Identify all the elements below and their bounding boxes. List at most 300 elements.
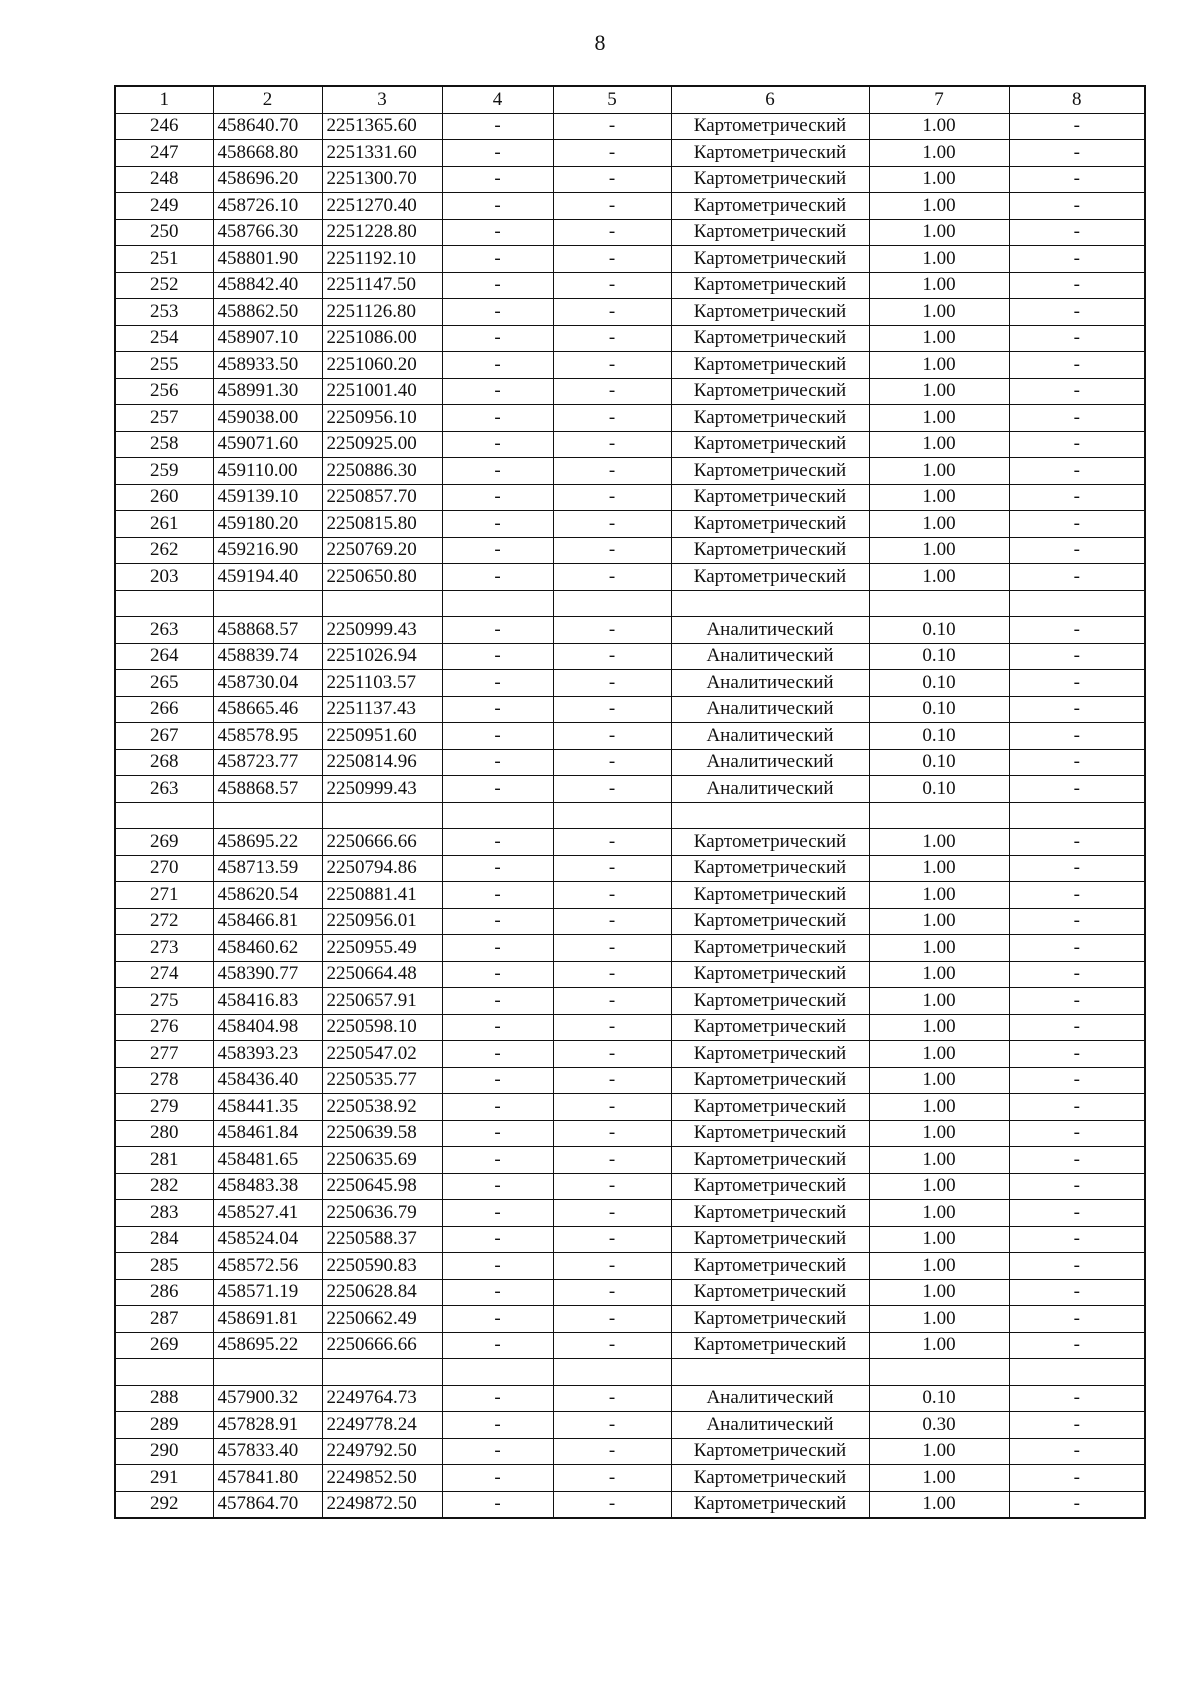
cell-y-coordinate: 2250814.96 <box>322 749 442 776</box>
cell-point-number: 262 <box>115 537 213 564</box>
cell-x-coordinate: 458868.57 <box>213 776 322 803</box>
cell-method: Картометрический <box>671 1120 869 1147</box>
cell-col-4: - <box>442 908 553 935</box>
cell-col-8: - <box>1009 299 1145 326</box>
cell-x-coordinate: 459194.40 <box>213 564 322 591</box>
cell-point-number: 290 <box>115 1438 213 1465</box>
cell-y-coordinate: 2250666.66 <box>322 1332 442 1359</box>
cell-col-8: - <box>1009 855 1145 882</box>
cell-point-number: 265 <box>115 670 213 697</box>
cell-col-8: - <box>1009 670 1145 697</box>
cell-accuracy: 1.00 <box>869 352 1009 379</box>
cell-y-coordinate: 2250886.30 <box>322 458 442 485</box>
cell-accuracy: 1.00 <box>869 458 1009 485</box>
cell-x-coordinate: 457828.91 <box>213 1412 322 1439</box>
cell-y-coordinate: 2251086.00 <box>322 325 442 352</box>
table-row <box>115 1120 1145 1147</box>
cell-point-number: 250 <box>115 219 213 246</box>
cell-col-5: - <box>553 1438 671 1465</box>
cell-point-number: 254 <box>115 325 213 352</box>
cell-y-coordinate: 2250956.10 <box>322 405 442 432</box>
cell-col-8: - <box>1009 352 1145 379</box>
cell-col-5: - <box>553 643 671 670</box>
cell-col-4 <box>442 1359 553 1386</box>
cell-method: Картометрический <box>671 537 869 564</box>
cell-point-number <box>115 802 213 829</box>
cell-method: Аналитический <box>671 670 869 697</box>
cell-col-8: - <box>1009 1014 1145 1041</box>
cell-col-5: - <box>553 564 671 591</box>
cell-x-coordinate: 458578.95 <box>213 723 322 750</box>
cell-y-coordinate: 2251103.57 <box>322 670 442 697</box>
cell-col-5: - <box>553 829 671 856</box>
cell-point-number: 279 <box>115 1094 213 1121</box>
cell-method: Аналитический <box>671 1385 869 1412</box>
cell-accuracy: 0.10 <box>869 617 1009 644</box>
cell-x-coordinate: 458571.19 <box>213 1279 322 1306</box>
cell-method: Аналитический <box>671 749 869 776</box>
cell-col-4: - <box>442 1253 553 1280</box>
cell-col-5: - <box>553 1014 671 1041</box>
column-header-6: 6 <box>671 86 869 113</box>
cell-y-coordinate: 2250794.86 <box>322 855 442 882</box>
cell-col-8: - <box>1009 617 1145 644</box>
column-header-4: 4 <box>442 86 553 113</box>
cell-y-coordinate: 2251270.40 <box>322 193 442 220</box>
cell-accuracy: 1.00 <box>869 166 1009 193</box>
cell-y-coordinate: 2250666.66 <box>322 829 442 856</box>
cell-y-coordinate: 2251126.80 <box>322 299 442 326</box>
cell-col-4: - <box>442 723 553 750</box>
cell-col-8: - <box>1009 246 1145 273</box>
table-row <box>115 537 1145 564</box>
cell-col-4: - <box>442 1412 553 1439</box>
table-row <box>115 140 1145 167</box>
cell-accuracy: 1.00 <box>869 325 1009 352</box>
cell-method: Картометрический <box>671 219 869 246</box>
cell-accuracy: 1.00 <box>869 1332 1009 1359</box>
cell-col-5: - <box>553 1385 671 1412</box>
cell-col-5: - <box>553 908 671 935</box>
table-row <box>115 1385 1145 1412</box>
cell-x-coordinate: 458466.81 <box>213 908 322 935</box>
cell-method: Картометрический <box>671 484 869 511</box>
cell-accuracy: 1.00 <box>869 988 1009 1015</box>
cell-x-coordinate: 458524.04 <box>213 1226 322 1253</box>
cell-col-5: - <box>553 272 671 299</box>
cell-col-8: - <box>1009 1226 1145 1253</box>
cell-accuracy: 1.00 <box>869 405 1009 432</box>
cell-col-5: - <box>553 1120 671 1147</box>
cell-col-4: - <box>442 458 553 485</box>
cell-y-coordinate: 2250635.69 <box>322 1147 442 1174</box>
cell-col-5: - <box>553 749 671 776</box>
cell-col-8: - <box>1009 458 1145 485</box>
cell-col-8: - <box>1009 908 1145 935</box>
cell-col-4: - <box>442 246 553 273</box>
cell-col-4: - <box>442 1067 553 1094</box>
cell-col-8: - <box>1009 829 1145 856</box>
cell-col-8: - <box>1009 272 1145 299</box>
cell-accuracy: 1.00 <box>869 908 1009 935</box>
cell-col-4: - <box>442 511 553 538</box>
cell-y-coordinate: 2250628.84 <box>322 1279 442 1306</box>
cell-col-8: - <box>1009 1067 1145 1094</box>
cell-col-4: - <box>442 882 553 909</box>
cell-col-4: - <box>442 272 553 299</box>
cell-col-8: - <box>1009 935 1145 962</box>
cell-col-8: - <box>1009 882 1145 909</box>
cell-x-coordinate: 457833.40 <box>213 1438 322 1465</box>
coordinates-table <box>114 85 1146 1519</box>
cell-method: Картометрический <box>671 140 869 167</box>
cell-method: Картометрический <box>671 1226 869 1253</box>
column-header-7: 7 <box>869 86 1009 113</box>
cell-col-5: - <box>553 537 671 564</box>
cell-accuracy: 1.00 <box>869 511 1009 538</box>
cell-col-5: - <box>553 325 671 352</box>
cell-y-coordinate: 2251331.60 <box>322 140 442 167</box>
cell-col-5: - <box>553 511 671 538</box>
table-row <box>115 723 1145 750</box>
cell-col-5: - <box>553 1094 671 1121</box>
cell-method: Аналитический <box>671 723 869 750</box>
cell-point-number: 276 <box>115 1014 213 1041</box>
cell-accuracy <box>869 1359 1009 1386</box>
cell-col-5: - <box>553 1332 671 1359</box>
table-row <box>115 113 1145 140</box>
cell-col-4: - <box>442 1014 553 1041</box>
cell-accuracy: 1.00 <box>869 219 1009 246</box>
cell-x-coordinate: 458842.40 <box>213 272 322 299</box>
cell-method: Картометрический <box>671 564 869 591</box>
cell-col-4: - <box>442 776 553 803</box>
cell-col-5: - <box>553 193 671 220</box>
cell-method: Картометрический <box>671 1200 869 1227</box>
column-header-3: 3 <box>322 86 442 113</box>
cell-col-5: - <box>553 1147 671 1174</box>
cell-x-coordinate: 458481.65 <box>213 1147 322 1174</box>
cell-accuracy: 0.10 <box>869 670 1009 697</box>
cell-col-8: - <box>1009 378 1145 405</box>
cell-col-8: - <box>1009 1200 1145 1227</box>
table-row <box>115 405 1145 432</box>
cell-method: Картометрический <box>671 113 869 140</box>
cell-point-number: 289 <box>115 1412 213 1439</box>
cell-col-8: - <box>1009 723 1145 750</box>
cell-col-4: - <box>442 1306 553 1333</box>
column-header-2: 2 <box>213 86 322 113</box>
cell-y-coordinate: 2250951.60 <box>322 723 442 750</box>
cell-x-coordinate: 458868.57 <box>213 617 322 644</box>
table-row <box>115 1412 1145 1439</box>
cell-point-number: 284 <box>115 1226 213 1253</box>
cell-col-5: - <box>553 855 671 882</box>
cell-x-coordinate: 458907.10 <box>213 325 322 352</box>
cell-y-coordinate: 2250547.02 <box>322 1041 442 1068</box>
cell-x-coordinate: 458713.59 <box>213 855 322 882</box>
table-row <box>115 749 1145 776</box>
cell-point-number: 255 <box>115 352 213 379</box>
cell-col-5: - <box>553 378 671 405</box>
cell-x-coordinate: 458441.35 <box>213 1094 322 1121</box>
cell-x-coordinate: 458991.30 <box>213 378 322 405</box>
cell-point-number: 291 <box>115 1465 213 1492</box>
cell-point-number: 258 <box>115 431 213 458</box>
table-row <box>115 696 1145 723</box>
table-row <box>115 1147 1145 1174</box>
cell-method: Картометрический <box>671 1438 869 1465</box>
cell-col-4: - <box>442 431 553 458</box>
cell-col-8: - <box>1009 1279 1145 1306</box>
cell-col-8: - <box>1009 431 1145 458</box>
cell-point-number <box>115 1359 213 1386</box>
cell-y-coordinate: 2249778.24 <box>322 1412 442 1439</box>
cell-method: Картометрический <box>671 352 869 379</box>
cell-col-4: - <box>442 537 553 564</box>
cell-y-coordinate: 2250664.48 <box>322 961 442 988</box>
column-header-5: 5 <box>553 86 671 113</box>
cell-method: Картометрический <box>671 1491 869 1518</box>
cell-col-4: - <box>442 113 553 140</box>
cell-x-coordinate: 458572.56 <box>213 1253 322 1280</box>
cell-x-coordinate: 458393.23 <box>213 1041 322 1068</box>
cell-y-coordinate: 2249792.50 <box>322 1438 442 1465</box>
cell-point-number: 248 <box>115 166 213 193</box>
table-body <box>115 113 1145 1518</box>
cell-y-coordinate: 2250662.49 <box>322 1306 442 1333</box>
cell-accuracy: 0.30 <box>869 1412 1009 1439</box>
cell-col-8: - <box>1009 511 1145 538</box>
cell-col-5: - <box>553 1226 671 1253</box>
cell-point-number: 266 <box>115 696 213 723</box>
cell-y-coordinate: 2251300.70 <box>322 166 442 193</box>
cell-x-coordinate: 459180.20 <box>213 511 322 538</box>
table-row <box>115 352 1145 379</box>
table-row <box>115 166 1145 193</box>
table-row <box>115 1438 1145 1465</box>
cell-accuracy: 1.00 <box>869 1200 1009 1227</box>
cell-x-coordinate: 459139.10 <box>213 484 322 511</box>
cell-x-coordinate: 457864.70 <box>213 1491 322 1518</box>
cell-col-4: - <box>442 670 553 697</box>
cell-accuracy: 1.00 <box>869 1120 1009 1147</box>
cell-method: Аналитический <box>671 696 869 723</box>
cell-x-coordinate: 458730.04 <box>213 670 322 697</box>
cell-col-8: - <box>1009 193 1145 220</box>
cell-col-4: - <box>442 696 553 723</box>
table-row <box>115 1014 1145 1041</box>
cell-col-4: - <box>442 219 553 246</box>
table-row <box>115 378 1145 405</box>
table-row <box>115 1491 1145 1518</box>
cell-accuracy: 1.00 <box>869 1253 1009 1280</box>
cell-point-number: 282 <box>115 1173 213 1200</box>
cell-x-coordinate: 458390.77 <box>213 961 322 988</box>
cell-col-4: - <box>442 935 553 962</box>
cell-accuracy: 1.00 <box>869 564 1009 591</box>
cell-y-coordinate: 2250588.37 <box>322 1226 442 1253</box>
cell-col-5: - <box>553 961 671 988</box>
cell-col-4: - <box>442 1200 553 1227</box>
cell-y-coordinate: 2251137.43 <box>322 696 442 723</box>
cell-point-number: 280 <box>115 1120 213 1147</box>
cell-method: Картометрический <box>671 431 869 458</box>
cell-col-8: - <box>1009 166 1145 193</box>
table-row <box>115 272 1145 299</box>
cell-accuracy: 1.00 <box>869 961 1009 988</box>
cell-accuracy: 1.00 <box>869 1147 1009 1174</box>
table-row <box>115 988 1145 1015</box>
cell-col-5: - <box>553 988 671 1015</box>
cell-point-number: 283 <box>115 1200 213 1227</box>
cell-accuracy: 1.00 <box>869 1438 1009 1465</box>
cell-col-4: - <box>442 1332 553 1359</box>
cell-col-4: - <box>442 193 553 220</box>
cell-accuracy: 1.00 <box>869 1306 1009 1333</box>
cell-accuracy: 0.10 <box>869 643 1009 670</box>
table-row <box>115 590 1145 617</box>
cell-col-8: - <box>1009 1332 1145 1359</box>
table-header-row <box>115 86 1145 113</box>
cell-col-4: - <box>442 829 553 856</box>
cell-method: Картометрический <box>671 272 869 299</box>
cell-col-4: - <box>442 1491 553 1518</box>
cell-col-8: - <box>1009 405 1145 432</box>
cell-col-5: - <box>553 431 671 458</box>
cell-col-8: - <box>1009 1173 1145 1200</box>
cell-x-coordinate <box>213 1359 322 1386</box>
cell-y-coordinate: 2250956.01 <box>322 908 442 935</box>
cell-x-coordinate: 458620.54 <box>213 882 322 909</box>
cell-point-number: 270 <box>115 855 213 882</box>
cell-accuracy: 1.00 <box>869 537 1009 564</box>
cell-point-number: 269 <box>115 1332 213 1359</box>
cell-method: Картометрический <box>671 246 869 273</box>
cell-point-number: 275 <box>115 988 213 1015</box>
cell-x-coordinate: 457841.80 <box>213 1465 322 1492</box>
cell-method: Картометрический <box>671 325 869 352</box>
cell-col-4: - <box>442 325 553 352</box>
cell-point-number: 281 <box>115 1147 213 1174</box>
cell-col-4: - <box>442 1465 553 1492</box>
cell-accuracy: 1.00 <box>869 882 1009 909</box>
cell-x-coordinate: 458668.80 <box>213 140 322 167</box>
table-row <box>115 961 1145 988</box>
cell-y-coordinate: 2250598.10 <box>322 1014 442 1041</box>
cell-accuracy: 1.00 <box>869 299 1009 326</box>
cell-col-8: - <box>1009 696 1145 723</box>
cell-col-8: - <box>1009 961 1145 988</box>
cell-col-8 <box>1009 802 1145 829</box>
cell-col-8 <box>1009 1359 1145 1386</box>
cell-col-5: - <box>553 299 671 326</box>
cell-col-5: - <box>553 1253 671 1280</box>
cell-col-5: - <box>553 723 671 750</box>
cell-accuracy: 1.00 <box>869 1491 1009 1518</box>
table-row <box>115 1465 1145 1492</box>
cell-col-4: - <box>442 1173 553 1200</box>
cell-x-coordinate: 458404.98 <box>213 1014 322 1041</box>
cell-method: Картометрический <box>671 1465 869 1492</box>
cell-col-8: - <box>1009 1465 1145 1492</box>
cell-y-coordinate: 2250535.77 <box>322 1067 442 1094</box>
cell-point-number: 259 <box>115 458 213 485</box>
table-row <box>115 458 1145 485</box>
cell-method: Картометрический <box>671 1094 869 1121</box>
cell-x-coordinate: 459110.00 <box>213 458 322 485</box>
cell-accuracy: 1.00 <box>869 1226 1009 1253</box>
cell-col-5: - <box>553 696 671 723</box>
cell-col-4: - <box>442 352 553 379</box>
table-row <box>115 193 1145 220</box>
cell-col-8: - <box>1009 484 1145 511</box>
cell-method: Аналитический <box>671 1412 869 1439</box>
cell-col-5: - <box>553 1067 671 1094</box>
table-row <box>115 855 1145 882</box>
table-row <box>115 246 1145 273</box>
cell-col-5: - <box>553 113 671 140</box>
cell-accuracy: 1.00 <box>869 431 1009 458</box>
table-row <box>115 882 1145 909</box>
cell-col-5: - <box>553 1200 671 1227</box>
table-row <box>115 564 1145 591</box>
cell-x-coordinate: 458461.84 <box>213 1120 322 1147</box>
cell-col-8: - <box>1009 219 1145 246</box>
table-row <box>115 776 1145 803</box>
cell-col-4: - <box>442 140 553 167</box>
table-row <box>115 1253 1145 1280</box>
cell-col-4: - <box>442 484 553 511</box>
cell-col-5: - <box>553 352 671 379</box>
cell-x-coordinate: 459216.90 <box>213 537 322 564</box>
cell-point-number: 271 <box>115 882 213 909</box>
cell-col-8: - <box>1009 1491 1145 1518</box>
cell-col-4: - <box>442 1438 553 1465</box>
table-row <box>115 325 1145 352</box>
table-row <box>115 219 1145 246</box>
cell-method <box>671 1359 869 1386</box>
cell-col-8: - <box>1009 325 1145 352</box>
cell-y-coordinate: 2250657.91 <box>322 988 442 1015</box>
cell-col-8: - <box>1009 113 1145 140</box>
cell-col-4: - <box>442 299 553 326</box>
cell-x-coordinate: 458416.83 <box>213 988 322 1015</box>
cell-col-5: - <box>553 1491 671 1518</box>
cell-col-8: - <box>1009 1385 1145 1412</box>
cell-x-coordinate: 459071.60 <box>213 431 322 458</box>
cell-point-number: 246 <box>115 113 213 140</box>
cell-method: Картометрический <box>671 193 869 220</box>
cell-point-number: 267 <box>115 723 213 750</box>
cell-method: Картометрический <box>671 855 869 882</box>
cell-method: Картометрический <box>671 1041 869 1068</box>
cell-y-coordinate: 2250881.41 <box>322 882 442 909</box>
cell-y-coordinate: 2251026.94 <box>322 643 442 670</box>
cell-method: Картометрический <box>671 1306 869 1333</box>
cell-col-8: - <box>1009 988 1145 1015</box>
table-row <box>115 511 1145 538</box>
cell-method: Картометрический <box>671 378 869 405</box>
cell-point-number: 269 <box>115 829 213 856</box>
cell-accuracy: 1.00 <box>869 378 1009 405</box>
cell-method: Картометрический <box>671 961 869 988</box>
cell-point-number: 277 <box>115 1041 213 1068</box>
cell-x-coordinate: 458695.22 <box>213 1332 322 1359</box>
cell-x-coordinate: 458691.81 <box>213 1306 322 1333</box>
column-header-1: 1 <box>115 86 213 113</box>
cell-y-coordinate: 2251060.20 <box>322 352 442 379</box>
